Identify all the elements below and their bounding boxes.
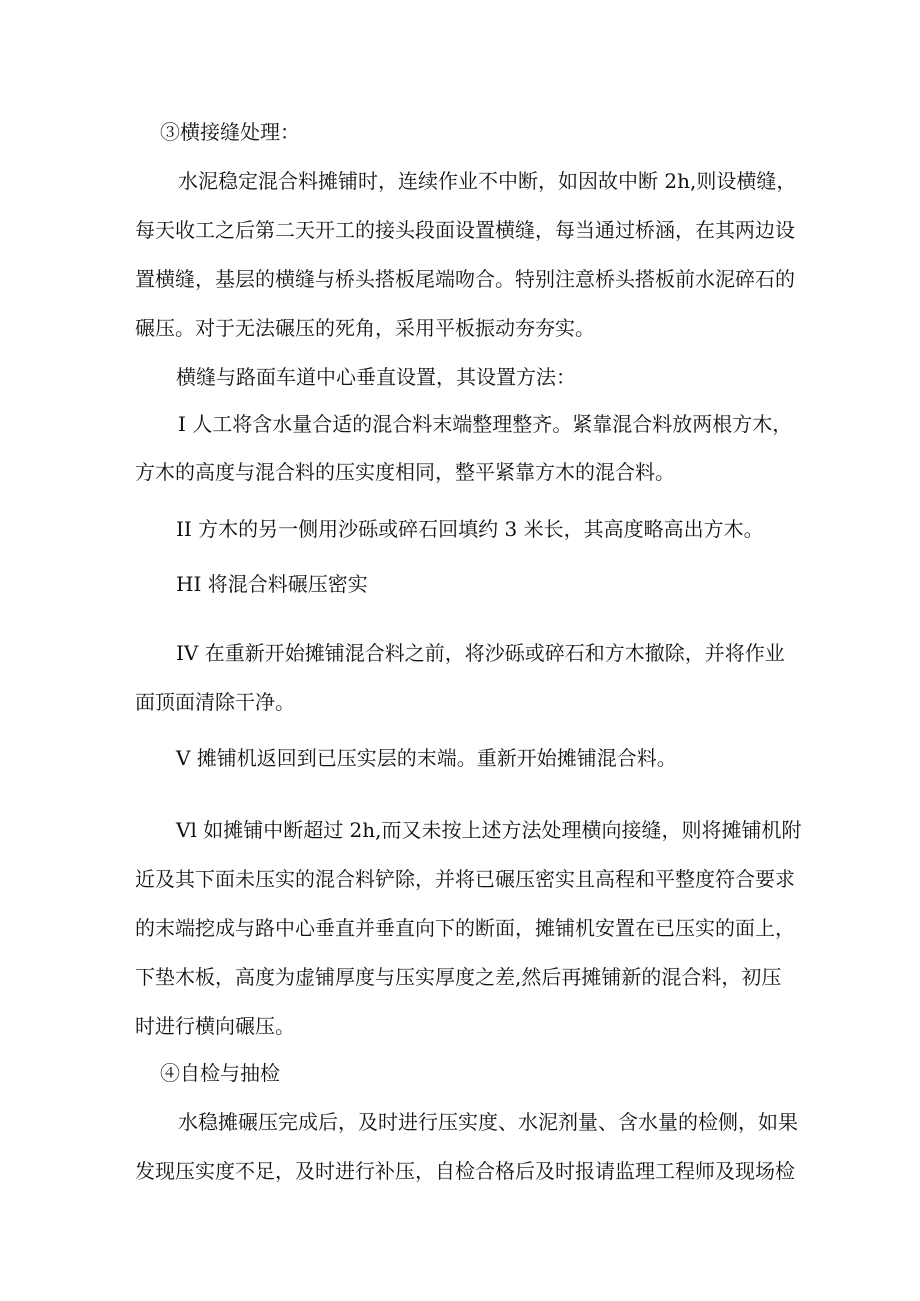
step-i-line: I 人工将含水量合适的混合料末端整理整齐。紧靠混合料放两根方木， (178, 412, 793, 436)
step-iii-line: HI 将混合料碾压密实 (176, 572, 368, 596)
step-vi-line: 时进行横向碾压。 (135, 1014, 295, 1038)
step-v-line: V 摊铺机返回到已压实层的末端。重新开始摊铺混合料。 (176, 746, 677, 770)
section-heading-transverse-joint: ③横接缝处理： (160, 120, 300, 144)
step-vi-line: Vl 如摊铺中断超过 2h,而又未按上述方法处理横向接缝，则将摊铺机附 (176, 818, 802, 842)
section-heading-self-inspection: ④自检与抽检 (160, 1061, 280, 1085)
paragraph-line: 碾压。对于无法碾压的死角，采用平板振动夯夯实。 (135, 316, 595, 340)
paragraph-line: 发现压实度不足，及时进行补压，自检合格后及时报请监理工程师及现场检 (135, 1159, 795, 1183)
step-ii-line: II 方木的另一侧用沙砾或碎石回填约 3 米长，其高度略高出方木。 (176, 517, 764, 541)
paragraph-line: 横缝与路面车道中心垂直设置，其设置方法： (176, 365, 576, 389)
step-i-line: 方木的高度与混合料的压实度相同，整平紧靠方木的混合料。 (135, 460, 675, 484)
step-iv-line: IV 在重新开始摊铺混合料之前，将沙砾或碎石和方木撤除，并将作业 (176, 641, 785, 665)
step-vi-line: 的末端挖成与路中心垂直并垂直向下的断面，摊铺机安置在已压实的面上， (135, 916, 795, 940)
paragraph-line: 置横缝，基层的横缝与桥头搭板尾端吻合。特别注意桥头搭板前水泥碎石的 (135, 267, 795, 291)
paragraph-line: 水泥稳定混合料摊铺时，连续作业不中断，如因故中断 2h,则设横缝， (178, 169, 797, 193)
step-vi-line: 近及其下面未压实的混合料铲除，并将已碾压密实且高程和平整度符合要求 (135, 867, 795, 891)
step-vi-line: 下垫木板，高度为虚铺厚度与压实厚度之差,然后再摊铺新的混合料，初压 (135, 965, 782, 989)
paragraph-line: 每天收工之后第二天开工的接头段面设置横缝，每当通过桥涵，在其两边设 (135, 218, 795, 242)
paragraph-line: 水稳摊碾压完成后，及时进行压实度、水泥剂量、含水量的检侧，如果 (178, 1110, 798, 1134)
step-iv-line: 面顶面清除干净。 (135, 690, 295, 714)
